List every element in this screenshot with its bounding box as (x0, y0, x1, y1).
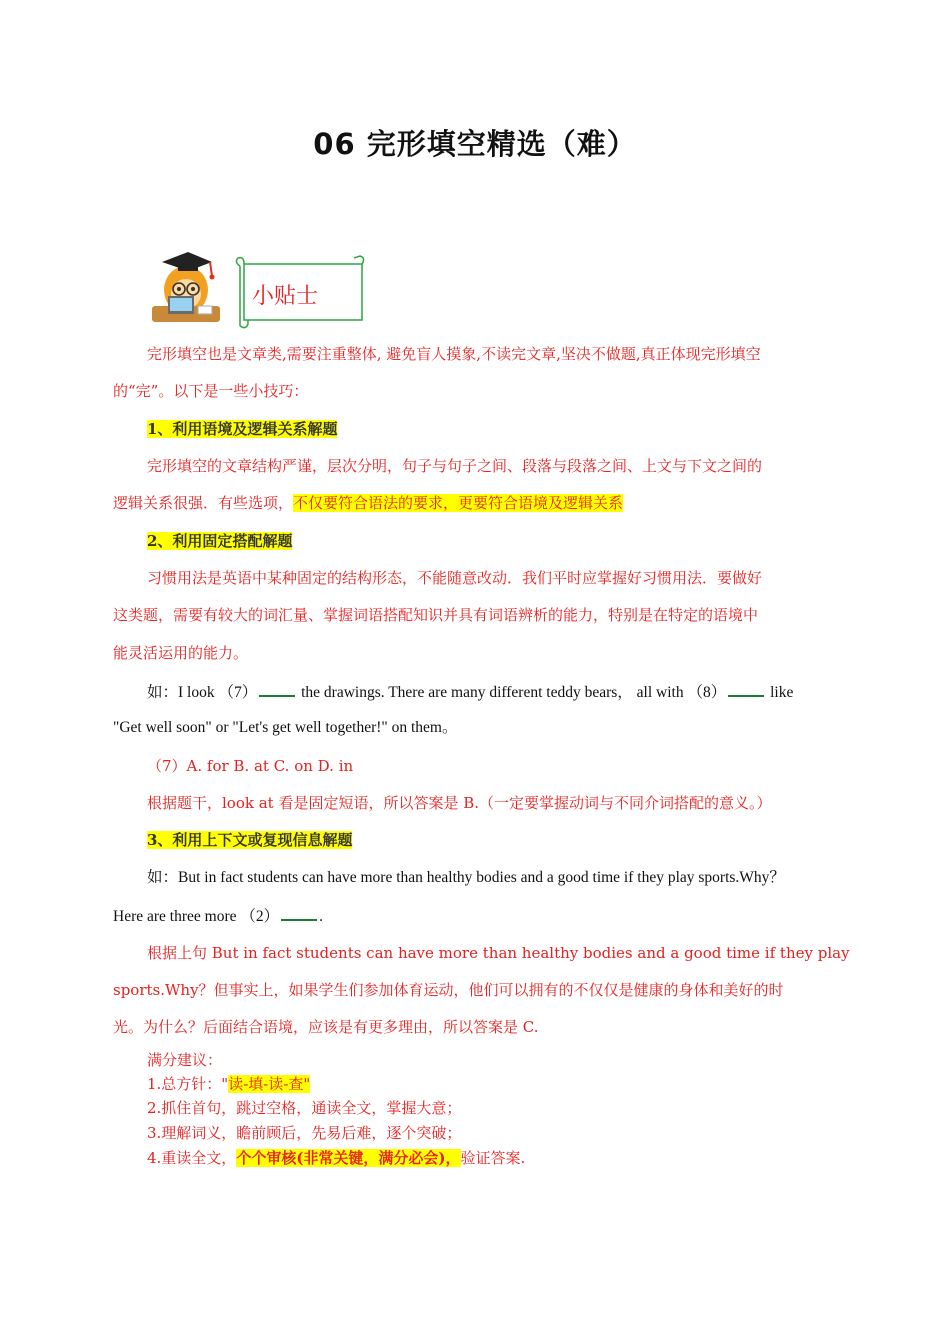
blank-2 (281, 905, 317, 921)
example-1-part-a: 如：I look （7） (147, 684, 258, 701)
advice-1-highlight: 读-填-读-查" (228, 1075, 311, 1093)
p1-line-2-text: 逻辑关系很强．有些选项， (113, 494, 294, 512)
example-2-part-a: Here are three more （2） (113, 908, 280, 925)
blank-7 (259, 681, 295, 697)
p2-line-2: 这类题，需要有较大的词汇量、掌握词语搭配知识并具有词语辨析的能力，特别是在特定的语境中 (113, 606, 759, 624)
advice-4-text-a: 4.重读全文， (147, 1149, 237, 1167)
heading-3 (147, 830, 877, 850)
p1-line-2 (113, 493, 843, 513)
advice-1 (147, 1074, 877, 1094)
heading-1 (147, 419, 877, 439)
advice-4-text-c: 验证答案. (460, 1149, 526, 1167)
heading-2-text: 2、利用固定搭配解题 (147, 532, 293, 550)
p2-line-1: 习惯用法是英语中某种固定的结构形态，不能随意改动．我们平时应掌握好习惯用法．要做好 (147, 569, 763, 587)
blank-8 (728, 681, 764, 697)
example-1-line-1 (147, 681, 877, 703)
example-1-part-b: the drawings. There are many different teddy bears， all with （8） (297, 684, 727, 701)
example-2-line-2 (113, 905, 843, 927)
advice-1-text: 1.总方针：" (147, 1075, 229, 1093)
tips-label: 小贴士 (252, 284, 319, 309)
intro-line-1: 完形填空也是文章类,需要注重整体, 避免盲人摸象,不读完文章,坚决不做题,真正体现完形填空 (147, 345, 761, 363)
intro-line-2: 的“完”。以下是一些小技巧： (113, 382, 309, 400)
heading-1-text: 1、利用语境及逻辑关系解题 (147, 420, 338, 438)
example-1-options: （7）A. for B. at C. on D. in (147, 757, 354, 775)
mascot-icon (152, 252, 220, 322)
example-2-answer-2: sports.Why？但事实上，如果学生们参加体育运动，他们可以拥有的不仅仅是健康的身体和美好的时 (113, 981, 784, 999)
advice-2: 2.抓住首句，跳过空格，通读全文，掌握大意； (147, 1099, 462, 1117)
p1-highlight: 不仅要符合语法的要求，更要符合语境及逻辑关系 (293, 494, 624, 512)
example-2-answer-1: 根据上句 But in fact students can have more than healthy bodies and a good time if they play (147, 944, 850, 962)
example-2-part-b: . (319, 908, 323, 925)
example-2-answer-3: 光。为什么？后面结合语境，应该是有更多理由，所以答案是 C. (113, 1018, 539, 1036)
advice-title: 满分建议： (147, 1051, 223, 1069)
page-title: 06 完形填空精选（难） (313, 127, 637, 161)
example-1-part-c: like (766, 684, 794, 701)
p1-line-1: 完形填空的文章结构严谨，层次分明，句子与句子之间、段落与段落之间、上文与下文之间的 (147, 457, 763, 475)
advice-3: 3.理解词义，瞻前顾后，先易后难，逐个突破； (147, 1124, 462, 1142)
advice-4-highlight: 个个审核(非常关键，满分必会)， (236, 1149, 461, 1167)
p2-line-3: 能灵活运用的能力。 (113, 644, 249, 662)
heading-3-text: 3、利用上下文或复现信息解题 (147, 831, 353, 849)
example-1-answer: 根据题干，look at 看是固定短语，所以答案是 B.（一定要掌握动词与不同介词搭配的意义。） (147, 794, 772, 812)
example-2-line-1: 如：But in fact students can have more than healthy bodies and a good time if they play sports.Why？ (147, 869, 785, 886)
heading-2 (147, 531, 877, 551)
advice-4 (147, 1148, 877, 1168)
example-1-line-2: "Get well soon" or "Let's get well together!" on them。 (113, 719, 458, 736)
